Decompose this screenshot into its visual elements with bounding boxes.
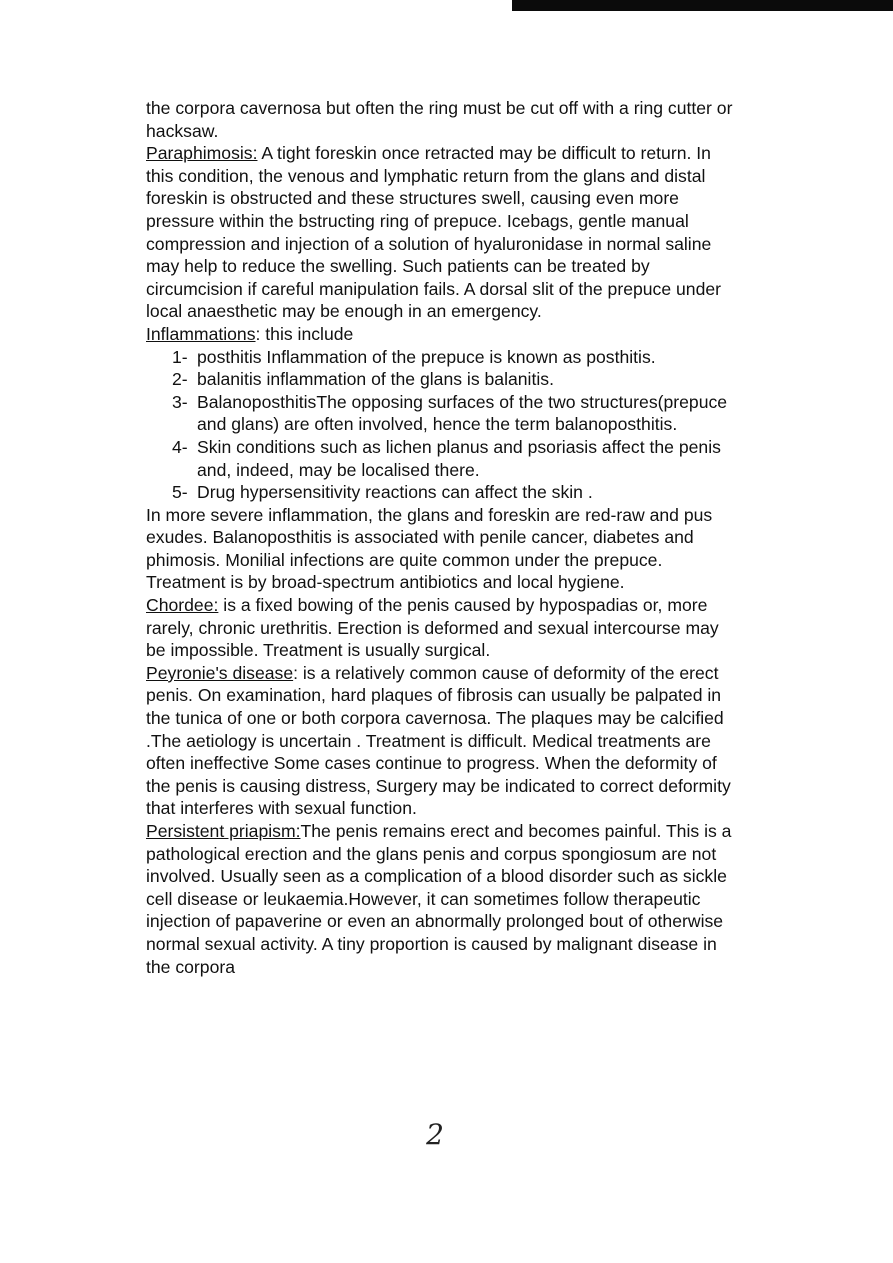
paraphimosis-paragraph — [146, 142, 738, 323]
list-item — [146, 481, 738, 504]
list-text: BalanoposthitisThe opposing surfaces of the two structures(prepuce and glans) are often involved, hence the term balanoposthitis. — [197, 391, 728, 435]
list-text: Skin conditions such as lichen planus and psoriasis affect the penis and, indeed, may be localised there. — [197, 436, 721, 480]
inflammations-intro: : this include — [255, 323, 354, 344]
intro-paragraph: the corpora cavernosa but often the ring must be cut off with a ring cutter or hacksaw. — [146, 98, 733, 141]
list-text: balanitis inflammation of the glans is balanitis. — [197, 369, 554, 390]
inflammation-list — [146, 346, 738, 504]
document-body — [146, 97, 738, 978]
scan-edge-bar — [512, 0, 893, 11]
list-item — [146, 346, 738, 369]
page-number: 2 — [426, 1118, 444, 1151]
list-item — [146, 436, 738, 481]
list-number: 4- — [172, 436, 188, 457]
list-text: posthitis Inflammation of the prepuce is known as posthitis. — [197, 346, 656, 367]
list-number: 2- — [172, 369, 188, 390]
inflammations-paragraph — [146, 323, 738, 346]
list-number: 3- — [172, 391, 188, 412]
treatment-paragraph: Treatment is by broad-spectrum antibiotics and local hygiene. — [146, 572, 625, 593]
paraphimosis-heading: Paraphimosis: — [146, 143, 258, 164]
inflammations-heading: Inflammations — [146, 323, 256, 344]
list-item — [146, 368, 738, 391]
peyronie-text: : is a relatively common cause of deformity of the erect penis. On examination, hard plaques of fibrosis can usually be palpated in the tunica of one or both corpora cavernosa. The plaques may be calcified .The aetiology is uncertain . Treatment is difficult. Medical treatments are often ineffective Some cases continue to progress. When the deformity of the penis is causing distress, Surgery may be indicated to correct deformity that interferes with sexual function. — [146, 662, 731, 819]
list-text: Drug hypersensitivity reactions can affect the skin . — [197, 482, 593, 503]
peyronie-heading: Peyronie's disease — [146, 662, 294, 683]
list-item — [146, 391, 738, 436]
priapism-paragraph — [146, 820, 738, 978]
list-number: 5- — [172, 482, 188, 503]
priapism-heading: Persistent priapism: — [146, 821, 301, 841]
paraphimosis-text: A tight foreskin once retracted may be difficult to return. In this condition, the venous and lymphatic return from the glans and distal foreskin is obstructed and these structures swell, causing even more pressure within the bstructing ring of prepuce. Icebags, gentle manual compression and injection of a solution of hyaluronidase in normal saline may help to reduce the swelling. Such patients can be treated by circumcision if careful manipulation fails. A dorsal slit of the prepuce under local anaesthetic may be enough in an emergency. — [146, 143, 722, 322]
chordee-paragraph — [146, 594, 738, 662]
priapism-text: The penis remains erect and becomes painful. This is a pathological erection and the glans penis and corpus spongiosum are not involved. Usually seen as a complication of a blood disorder such as sickle cell disease or leukaemia.However, it can sometimes follow therapeutic injection of papaverine or even an abnormally prolonged bout of otherwise normal sexual activity. A tiny proportion is caused by malignant disease in the corpora — [146, 821, 732, 977]
chordee-heading: Chordee: — [146, 595, 219, 616]
peyronie-paragraph — [146, 662, 738, 820]
list-number: 1- — [172, 346, 188, 367]
chordee-text: is a fixed bowing of the penis caused by hypospadias or, more rarely, chronic urethritis. Erection is deformed and sexual intercourse may be impossible. Treatment is usually surgical. — [146, 595, 719, 661]
severe-inflammation-paragraph: In more severe inflammation, the glans and foreskin are red-raw and pus exudes. Balanoposthitis is associated with penile cancer, diabetes and phimosis. Monilial infections are quite common under the prepuce. — [146, 504, 713, 570]
